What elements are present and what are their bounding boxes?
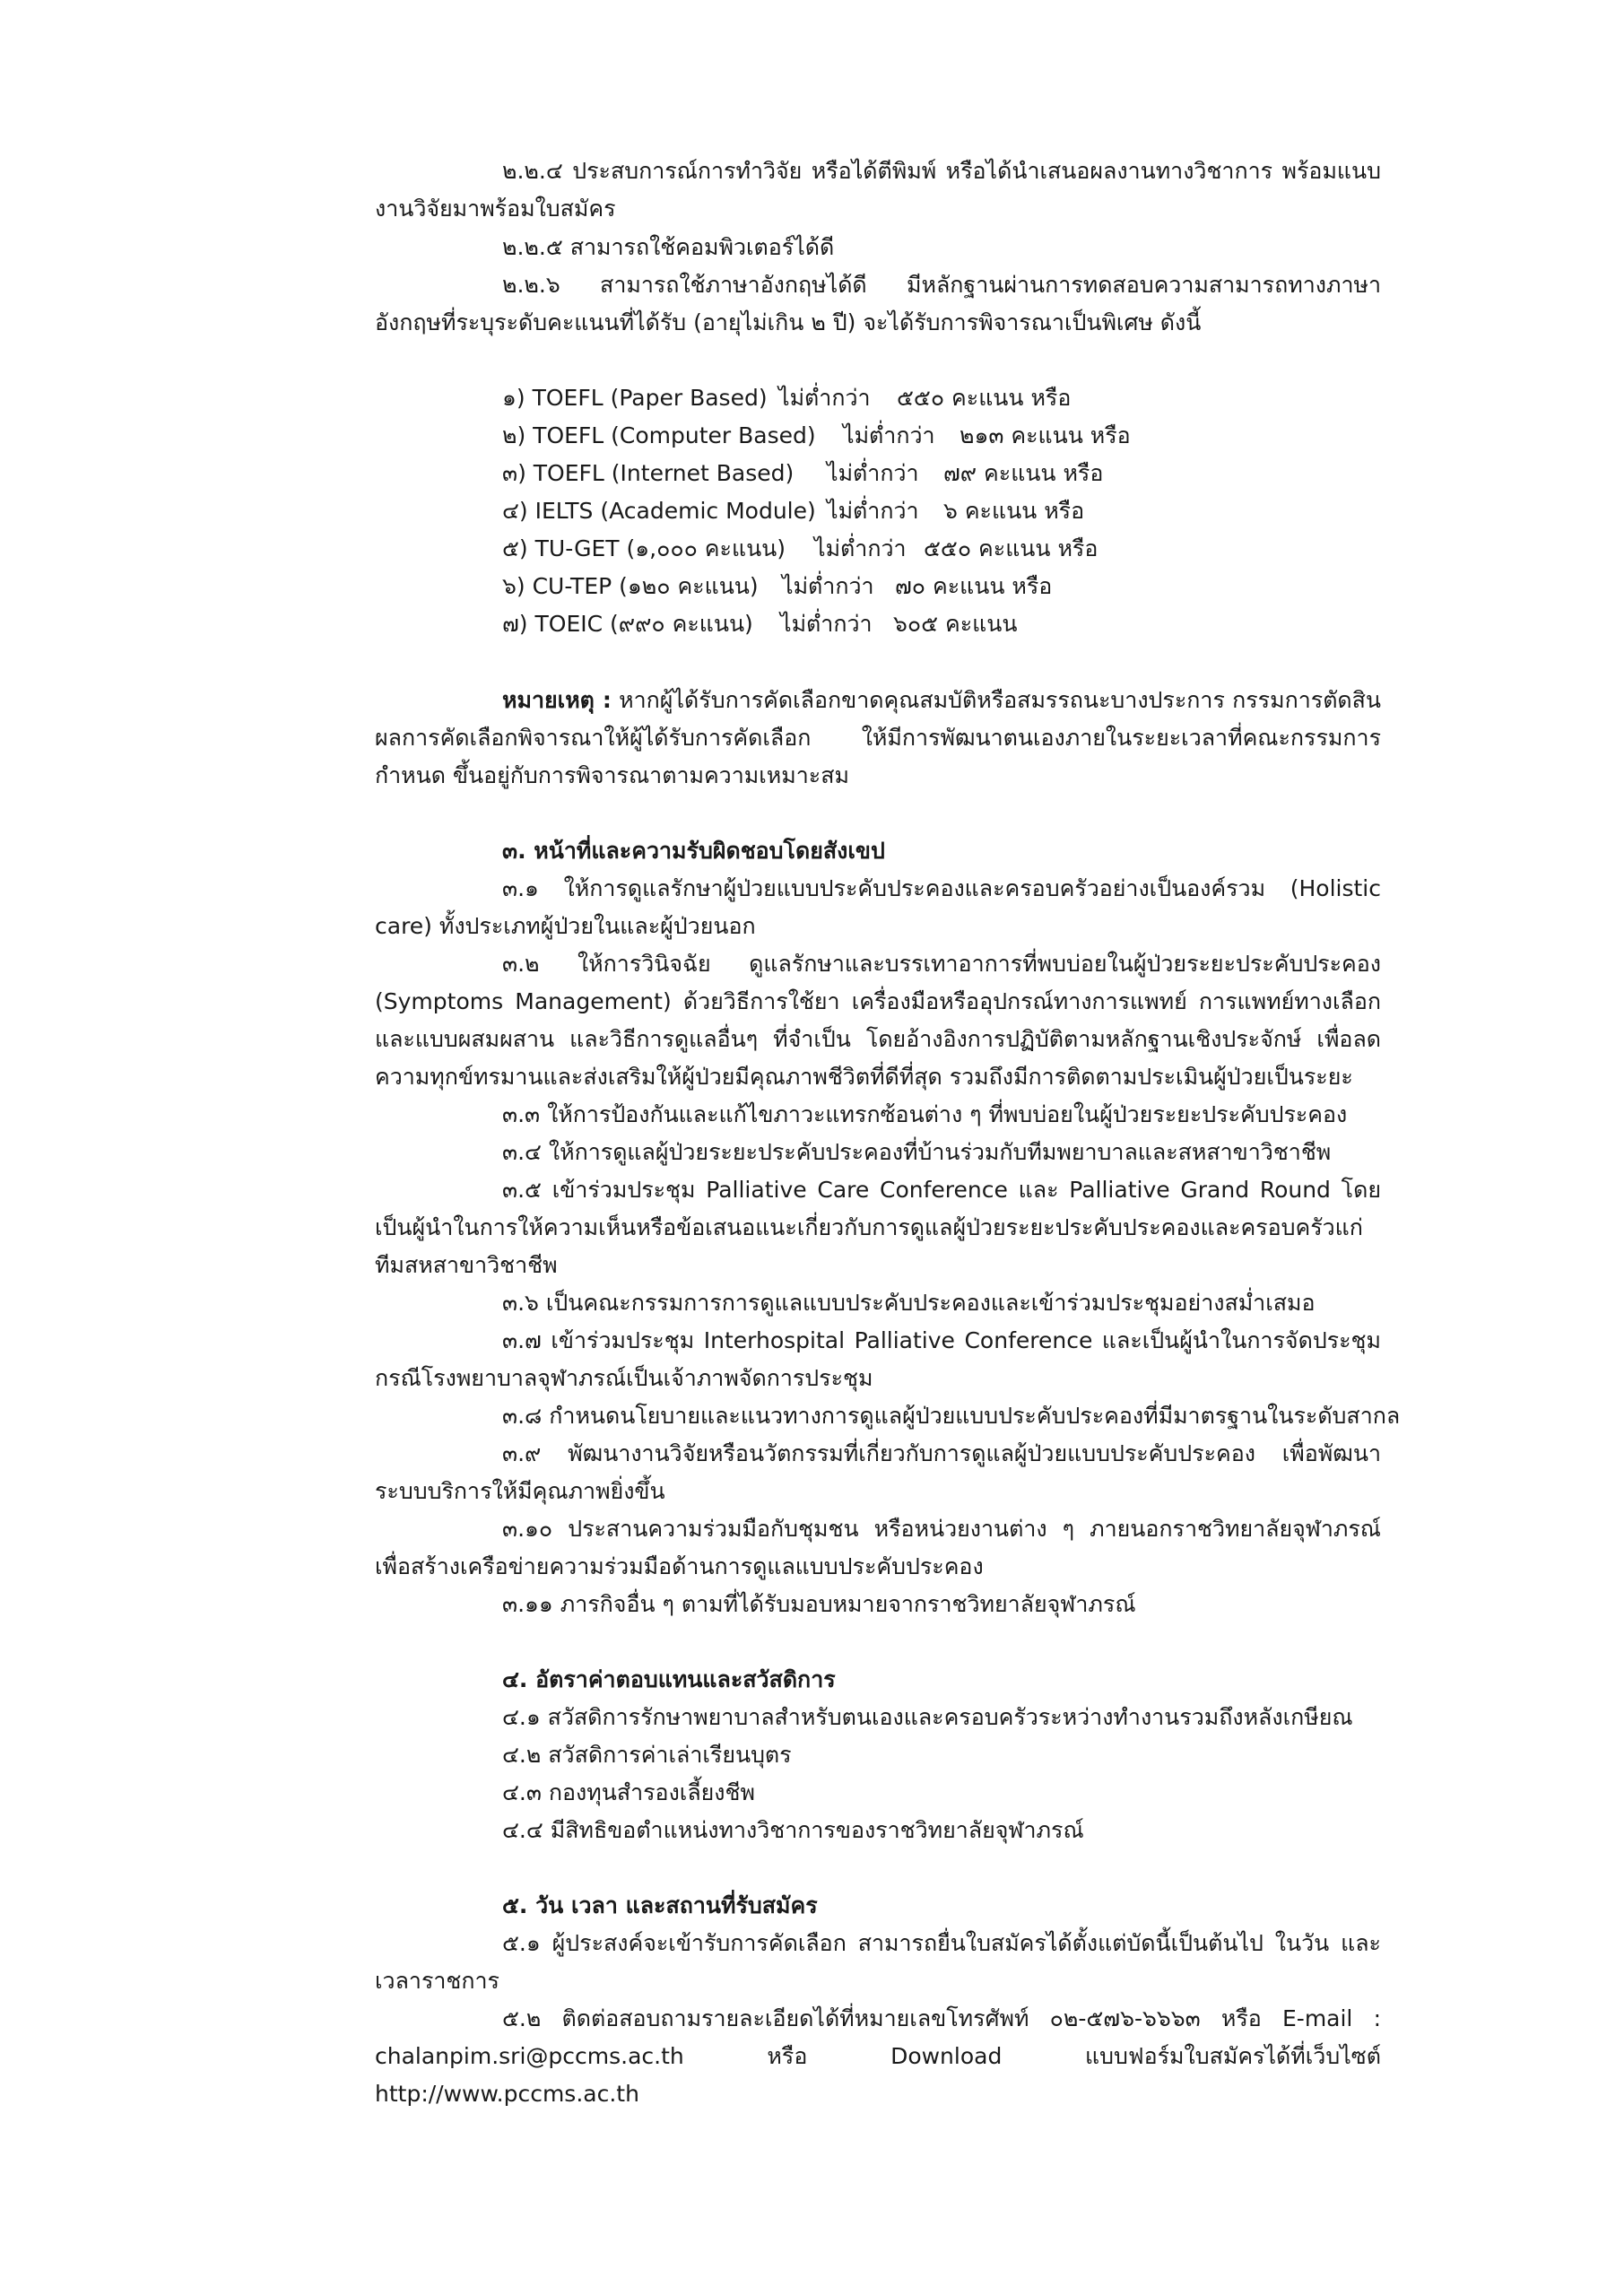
- test-min: ไม่ต่ำกว่า: [778, 385, 871, 411]
- item-3-1: ๓.๑ ให้การดูแลรักษาผู้ป่วยแบบประคับประคองและครอบครัวอย่างเป็นองค์รวม (Holistic care) ทั้งประเภทผู้ป่วยในและผู้ป่วยนอก: [375, 875, 1381, 939]
- item-4-2: ๔.๒ สวัสดิการค่าเล่าเรียนบุตร: [502, 1742, 792, 1768]
- item-3-10: ๓.๑๐ ประสานความร่วมมือกับชุมชน หรือหน่วยงานต่าง ๆ ภายนอกราชวิทยาลัยจุฬาภรณ์ เพื่อสร้างเครือข่ายความร่วมมือด้านการดูแลแบบประคับประคอง: [375, 1516, 1381, 1579]
- item-3-6: ๓.๖ เป็นคณะกรรมการการดูแลแบบประคับประคองและเข้าร่วมประชุมอย่างสม่ำเสมอ: [502, 1290, 1316, 1316]
- test-score: ๗๙ คะแนน หรือ: [943, 460, 1104, 486]
- item-4-1: ๔.๑ สวัสดิการรักษาพยาบาลสำหรับตนเองและครอบครัวระหว่างทำงานรวมถึงหลังเกษียณ: [502, 1704, 1353, 1730]
- test-min: ไม่ต่ำกว่า: [827, 460, 919, 486]
- item-4-4: ๔.๔ มีสิทธิขอตำแหน่งทางวิชาการของราชวิทยาลัยจุฬาภรณ์: [502, 1817, 1084, 1843]
- section-3-heading: ๓. หน้าที่และความรับผิดชอบโดยสังเขป: [502, 838, 885, 864]
- note-paragraph: [375, 682, 1381, 795]
- test-name: ๓) TOEFL (Internet Based): [502, 460, 795, 486]
- item-3-7: ๓.๗ เข้าร่วมประชุม Interhospital Palliative Conference และเป็นผู้นำในการจัดประชุมกรณีโรงพยาบาลจุฬาภรณ์เป็นเจ้าภาพจัดการประชุม: [375, 1327, 1381, 1391]
- item-3-11: ๓.๑๑ ภารกิจอื่น ๆ ตามที่ได้รับมอบหมายจากราชวิทยาลัยจุฬาภรณ์: [502, 1591, 1136, 1617]
- item-5-2: ๕.๒ ติดต่อสอบถามรายละเอียดได้ที่หมายเลขโทรศัพท์ ๐๒-๕๗๖-๖๖๖๓ หรือ E-mail : chalanpim.sri@pccms.ac.th หรือ Download แบบฟอร์มใบสมัครได้ที่เว็บไซต์ http://www.pccms.ac.th: [375, 2005, 1381, 2107]
- section-5-heading: ๕. วัน เวลา และสถานที่รับสมัคร: [502, 1892, 818, 1918]
- note-text: หากผู้ได้รับการคัดเลือกขาดคุณสมบัติหรือสมรรถนะบางประการ กรรมการตัดสินผลการคัดเลือกพิจารณาให้ผู้ได้รับการคัดเลือก ให้มีการพัฒนาตนเองภายในระยะเวลาที่คณะกรรมการกำหนด ขึ้นอยู่กับการพิจารณาตามความเหมาะสม: [375, 687, 1382, 788]
- test-name: ๑) TOEFL (Paper Based): [502, 385, 768, 411]
- test-name: ๔) IELTS (Academic Module): [502, 498, 816, 524]
- item-3-4: ๓.๔ ให้การดูแลผู้ป่วยระยะประคับประคองที่บ้านร่วมกับทีมพยาบาลและสหสาขาวิชาชีพ: [502, 1139, 1332, 1165]
- test-score: ๒๑๓ คะแนน หรือ: [960, 422, 1131, 448]
- test-score: ๗๐ คะแนน หรือ: [895, 573, 1053, 599]
- test-name: ๒) TOEFL (Computer Based): [502, 422, 816, 448]
- test-score: ๕๕๐ คะแนน หรือ: [924, 535, 1099, 561]
- item-3-8: ๓.๘ กำหนดนโยบายและแนวทางการดูแลผู้ป่วยแบบประคับประคองที่มีมาตรฐานในระดับสากล: [502, 1403, 1401, 1429]
- item-3-2: ๓.๒ ให้การวินิจฉัย ดูแลรักษาและบรรเทาอาการที่พบบ่อยในผู้ป่วยระยะประคับประคอง (Symptoms Management) ด้วยวิธีการใช้ยา เครื่องมือหรืออุปกรณ์ทางการแพทย์ การแพทย์ทางเลือกและแบบผสมผสาน และวิธีการดูแลอื่นๆ ที่จำเป็น โดยอ้างอิงการปฏิบัติตามหลักฐานเชิงประจักษ์ เพื่อลดความทุกข์ทรมานและส่งเสริมให้ผู้ป่วยมีคุณภาพชีวิตที่ดีที่สุด รวมถึงมีการติดตามประเมินผู้ป่วยเป็นระยะ: [375, 951, 1381, 1090]
- test-min: ไม่ต่ำกว่า: [780, 611, 873, 637]
- section-4-heading: ๔. อัตราค่าตอบแทนและสวัสดิการ: [502, 1666, 836, 1692]
- item-3-9: ๓.๙ พัฒนางานวิจัยหรือนวัตกรรมที่เกี่ยวกับการดูแลผู้ป่วยแบบประคับประคอง เพื่อพัฒนาระบบบริการให้มีคุณภาพยิ่งขึ้น: [375, 1440, 1381, 1504]
- paragraph-2-2-5: ๒.๒.๕ สามารถใช้คอมพิวเตอร์ได้ดี: [502, 234, 835, 260]
- paragraph-2-2-4: ๒.๒.๔ ประสบการณ์การทำวิจัย หรือได้ตีพิมพ์ หรือได้นำเสนอผลงานทางวิชาการ พร้อมแนบงานวิจัยมาพร้อมใบสมัคร: [375, 158, 1381, 222]
- item-4-3: ๔.๓ กองทุนสำรองเลี้ยงชีพ: [502, 1779, 755, 1805]
- test-name: ๖) CU-TEP (๑๒๐ คะแนน): [502, 573, 759, 599]
- item-3-3: ๓.๓ ให้การป้องกันและแก้ไขภาวะแทรกซ้อนต่าง ๆ ที่พบบ่อยในผู้ป่วยระยะประคับประคอง: [502, 1101, 1348, 1127]
- item-3-5: ๓.๕ เข้าร่วมประชุม Palliative Care Conference และ Palliative Grand Round โดยเป็นผู้นำในการให้ความเห็นหรือข้อเสนอแนะเกี่ยวกับการดูแลผู้ป่วยระยะประคับประคองและครอบครัวแก่ทีมสหสาขาวิชาชีพ: [375, 1177, 1381, 1278]
- test-name: ๕) TU-GET (๑,๐๐๐ คะแนน): [502, 535, 786, 561]
- test-score: ๕๕๐ คะแนน หรือ: [897, 385, 1072, 411]
- item-5-1: ๕.๑ ผู้ประสงค์จะเข้ารับการคัดเลือก สามารถยื่นใบสมัครได้ตั้งแต่บัดนี้เป็นต้นไป ในวัน และเวลาราชการ: [375, 1930, 1381, 1994]
- test-name: ๗) TOEIC (๙๙๐ คะแนน): [502, 611, 753, 637]
- test-score: ๖ คะแนน หรือ: [943, 498, 1085, 524]
- test-min: ไม่ต่ำกว่า: [843, 422, 935, 448]
- paragraph-2-2-6: ๒.๒.๖ สามารถใช้ภาษาอังกฤษได้ดี มีหลักฐานผ่านการทดสอบความสามารถทางภาษาอังกฤษที่ระบุระดับคะแนนที่ได้รับ (อายุไม่เกิน ๒ ปี) จะได้รับการพิจารณาเป็นพิเศษ ดังนี้: [375, 272, 1381, 335]
- note-label: หมายเหตุ :: [502, 687, 612, 713]
- test-min: ไม่ต่ำกว่า: [827, 498, 919, 524]
- test-score: ๖๐๕ คะแนน: [893, 611, 1018, 637]
- test-min: ไม่ต่ำกว่า: [782, 573, 874, 599]
- test-min: ไม่ต่ำกว่า: [814, 535, 907, 561]
